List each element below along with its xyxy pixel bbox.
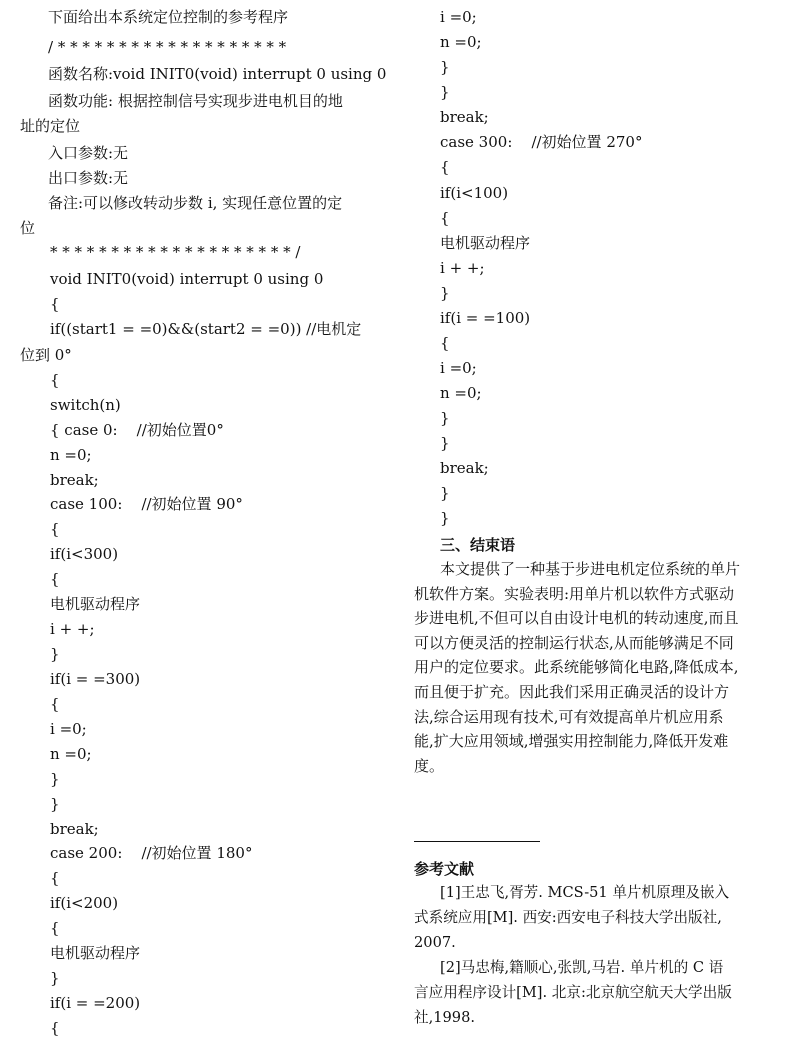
- code-line: if(i<200): [50, 894, 119, 912]
- code-line: { case 0: //初始位置0°: [50, 421, 224, 439]
- code-line: n =0;: [440, 33, 482, 51]
- code-line: }: [50, 795, 60, 813]
- code-line: * * * * * * * * * * * * * * * * * * * * /: [50, 243, 301, 261]
- code-line: 备注:可以修改转动步数 i, 实现任意位置的定: [48, 194, 343, 212]
- code-line: case 100: //初始位置 90°: [50, 495, 243, 513]
- paragraph-line: 度。: [414, 756, 445, 775]
- code-line: {: [440, 158, 450, 176]
- code-line: i =0;: [440, 359, 477, 377]
- code-line: n =0;: [50, 446, 92, 464]
- footnote-rule: [414, 841, 540, 842]
- code-line: }: [50, 770, 60, 788]
- code-line: }: [440, 409, 450, 427]
- paragraph-line: 能,扩大应用领域,增强实用控制能力,降低开发难: [414, 732, 729, 751]
- code-line: {: [50, 695, 60, 713]
- code-line: if(i = =100): [440, 309, 531, 327]
- code-line: i + +;: [440, 259, 485, 277]
- code-line: if((start1 = =0)&&(start2 = =0)) //电机定: [50, 320, 362, 338]
- code-line: i =0;: [50, 720, 87, 738]
- code-line: }: [440, 284, 450, 302]
- section-heading: 三、结束语: [440, 536, 516, 554]
- code-line: 位到 0°: [20, 346, 72, 364]
- code-line: {: [440, 334, 450, 352]
- code-line: {: [50, 371, 60, 389]
- code-line: 出口参数:无: [48, 169, 129, 187]
- code-line: 入口参数:无: [48, 144, 129, 162]
- reference-line: 式系统应用[M]. 西安:西安电子科技大学出版社,: [414, 909, 722, 926]
- reference-line: 2007.: [414, 934, 456, 951]
- code-line: }: [440, 509, 450, 527]
- code-line: n =0;: [50, 745, 92, 763]
- code-line: i =0;: [440, 8, 477, 26]
- code-line: }: [440, 484, 450, 502]
- code-line: if(i = =200): [50, 994, 141, 1012]
- reference-line: 言应用程序设计[M]. 北京:北京航空航天大学出版: [414, 984, 732, 1001]
- code-line: case 300: //初始位置 270°: [440, 133, 643, 151]
- references-heading: 参考文献: [414, 860, 475, 878]
- code-line: {: [50, 520, 60, 538]
- code-line: n =0;: [440, 384, 482, 402]
- code-line: 位: [20, 219, 36, 237]
- code-line: {: [50, 869, 60, 887]
- code-line: switch(n): [50, 396, 121, 414]
- code-line: }: [440, 83, 450, 101]
- paragraph-line: 机软件方案。实验表明:用单片机以软件方式驱动: [414, 584, 735, 603]
- code-line: break;: [440, 108, 489, 126]
- code-line: break;: [440, 459, 489, 477]
- code-line: break;: [50, 820, 99, 838]
- code-line: 电机驱动程序: [440, 234, 531, 252]
- paragraph-line: 本文提供了一种基于步进电机定位系统的单片: [440, 560, 741, 578]
- code-line: 函数功能: 根据控制信号实现步进电机目的地: [48, 92, 343, 110]
- code-line: }: [440, 434, 450, 452]
- code-line: if(i<100): [440, 184, 509, 202]
- code-line: case 200: //初始位置 180°: [50, 844, 253, 862]
- code-line: }: [50, 969, 60, 987]
- code-line: {: [50, 295, 60, 313]
- code-line: if(i = =300): [50, 670, 141, 688]
- reference-line: [1]王忠飞,胥芳. MCS-51 单片机原理及嵌入: [440, 884, 730, 901]
- code-line: 函数名称:void INIT0(void) interrupt 0 using 0: [48, 65, 387, 83]
- code-line: {: [50, 1019, 60, 1037]
- code-line: 址的定位: [20, 117, 81, 135]
- reference-line: 社,1998.: [414, 1009, 476, 1026]
- code-line: {: [50, 919, 60, 937]
- reference-line: [2]马忠梅,籍顺心,张凯,马岩. 单片机的 C 语: [440, 959, 724, 976]
- code-line: 电机驱动程序: [50, 595, 141, 613]
- paragraph-line: 用户的定位要求。此系统能够简化电路,降低成本,: [414, 658, 739, 677]
- code-line: {: [50, 570, 60, 588]
- code-line: / * * * * * * * * * * * * * * * * * * *: [48, 38, 287, 56]
- code-line: 电机驱动程序: [50, 944, 141, 962]
- paragraph-line: 步进电机,不但可以自由设计电机的转动速度,而且: [414, 609, 739, 628]
- code-line: if(i<300): [50, 545, 119, 563]
- code-line: {: [440, 209, 450, 227]
- code-line: void INIT0(void) interrupt 0 using 0: [50, 270, 324, 288]
- code-line: 下面给出本系统定位控制的参考程序: [48, 8, 289, 26]
- code-line: }: [50, 645, 60, 663]
- code-line: break;: [50, 471, 99, 489]
- paragraph-line: 可以方便灵活的控制运行状态,从而能够满足不同: [414, 633, 734, 652]
- code-line: }: [440, 58, 450, 76]
- paragraph-line: 而且便于扩充。因此我们采用正确灵活的设计方: [414, 683, 730, 701]
- code-line: i + +;: [50, 620, 95, 638]
- paragraph-line: 法,综合运用现有技术,可有效提高单片机应用系: [414, 707, 724, 726]
